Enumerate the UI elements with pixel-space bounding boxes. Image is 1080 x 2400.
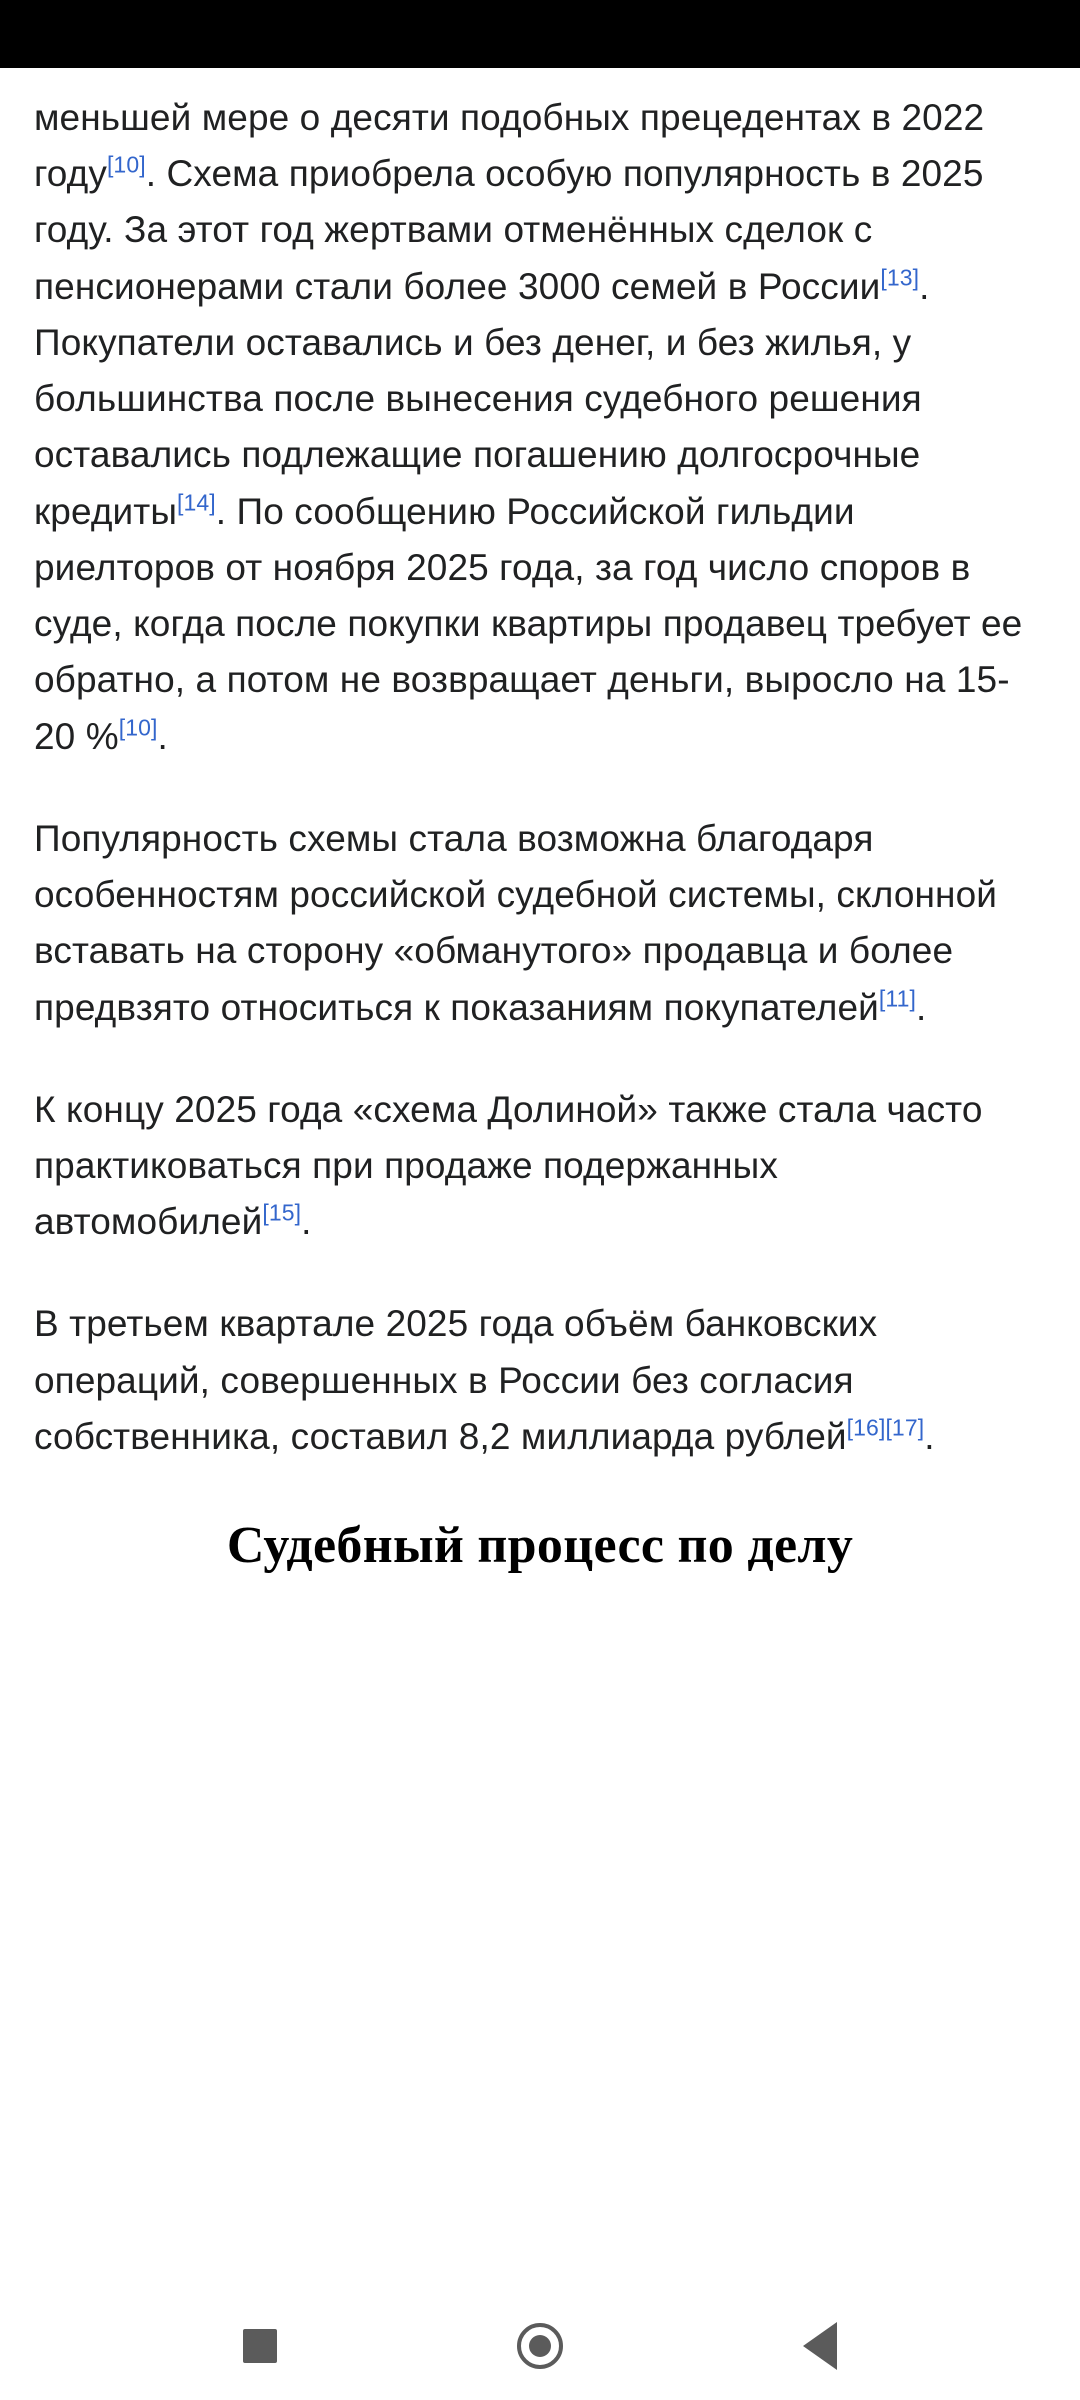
paragraph-1-text-2: . Схема приобрела особую популярность в 2025 году. За этот год жертвами отменённых сделок с пенсионерами стали более 3000 семей в России (34, 153, 984, 307)
paragraph-2-text-1: Популярность схемы стала возможна благодаря особенностям российской судебной системы, склонной вставать на сторону «обманутого» продавца и более предвзято относиться к показаниям покупателей (34, 817, 998, 1028)
section-heading: Судебный процесс по делу (226, 1517, 854, 1575)
android-navigation-bar (0, 2292, 1080, 2400)
reference-marker[interactable]: [10] (106, 151, 146, 178)
recents-button[interactable] (215, 2301, 305, 2391)
back-triangle-icon (803, 2322, 837, 2370)
reference-marker[interactable]: [14] (177, 489, 216, 516)
paragraph-2-text-2: . (915, 986, 927, 1028)
back-button[interactable] (775, 2301, 865, 2391)
paragraph-1-text-3: . Покупатели оставались и без денег, и без жилья, у большинства после вынесения судебного решения оставались подлежащие погашению долгосрочные кредиты (34, 265, 930, 532)
paragraph-4-text-2: . (924, 1415, 935, 1457)
paragraph-1-text-1: меньшей мере о десяти подобных прецедентах в 2022 году (34, 97, 985, 195)
paragraph-1-text-5: . (157, 715, 168, 757)
home-button[interactable] (495, 2301, 585, 2391)
recents-square-icon (243, 2329, 277, 2363)
article-content (0, 68, 1080, 2292)
reference-marker[interactable]: [13] (880, 264, 920, 291)
reference-marker[interactable]: [17] (885, 1414, 925, 1441)
home-circle-icon (517, 2323, 563, 2369)
home-circle-inner (529, 2335, 551, 2357)
paragraph-3-text-1: К концу 2025 года «схема Долиной» также стала часто практиковаться при продаже подержанных автомобилей (34, 1088, 983, 1243)
reference-marker[interactable]: [16] (846, 1414, 886, 1441)
paragraph-4 (34, 1296, 1046, 1465)
status-bar (0, 0, 1080, 68)
reference-marker[interactable]: [11] (878, 985, 916, 1012)
reference-marker[interactable]: [15] (262, 1199, 302, 1226)
paragraph-3 (34, 1082, 1046, 1251)
paragraph-4-text-1: В третьем квартале 2025 года объём банковских операций, совершенных в России без согласия собственника, составил 8,2 миллиарда рублей (34, 1303, 878, 1457)
paragraph-3-text-2: . (301, 1201, 312, 1243)
paragraph-1-text-4: . По сообщению Российской гильдии риелторов от ноября 2025 года, за год число споров в суде, когда после покупки квартиры продавец требует ее обратно, а потом не возвращает деньги, выросло на 15-20 % (34, 490, 1023, 757)
paragraph-1 (34, 90, 1046, 765)
reference-marker[interactable]: [10] (118, 714, 158, 741)
paragraph-2 (34, 811, 1046, 1036)
